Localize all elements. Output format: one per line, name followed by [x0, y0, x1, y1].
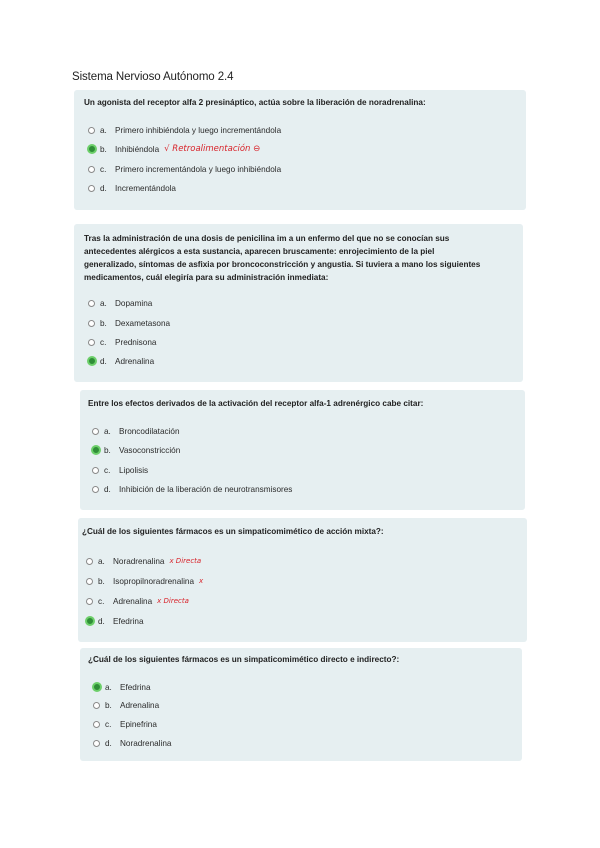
option-label: Broncodilatación: [119, 426, 180, 436]
option-5b[interactable]: b. Adrenalina: [93, 699, 159, 711]
option-label: Adrenalina: [113, 596, 153, 606]
page-title: Sistema Nervioso Autónomo 2.4: [72, 71, 234, 83]
option-4d[interactable]: d. Efedrina: [86, 615, 144, 627]
radio-button[interactable]: [88, 185, 95, 192]
option-2a[interactable]: a. Dopamina: [88, 297, 152, 309]
option-label: Adrenalina: [120, 700, 160, 710]
option-label: Incrementándola: [115, 183, 176, 193]
option-label: Dopamina: [115, 298, 153, 308]
radio-button[interactable]: [86, 578, 93, 585]
option-3d[interactable]: d. Inhibición de la liberación de neurotransmisores: [92, 483, 292, 495]
option-label: Adrenalina: [115, 356, 155, 366]
option-label: Inhibición de la liberación de neurotransmisores: [119, 484, 293, 494]
radio-button[interactable]: [88, 127, 95, 134]
option-label: Efedrina: [113, 616, 144, 626]
radio-button[interactable]: [88, 320, 95, 327]
option-5d[interactable]: d. Noradrenalina: [93, 737, 171, 749]
radio-button[interactable]: [92, 428, 99, 435]
option-label: Primero inhibiéndola y luego incrementándola: [115, 125, 282, 135]
radio-button[interactable]: [88, 300, 95, 307]
option-label: Prednisona: [115, 337, 157, 347]
option-1b[interactable]: b. Inhibiéndola √ Retroalimentación ⊖: [88, 143, 260, 155]
option-2d[interactable]: d. Adrenalina: [88, 355, 154, 367]
option-label: Noradrenalina: [120, 738, 172, 748]
option-label: Primero incrementándola y luego inhibiéndola: [115, 164, 282, 174]
option-1c[interactable]: c. Primero incrementándola y luego inhibiéndola: [88, 163, 281, 175]
option-3b[interactable]: b. Vasoconstricción: [92, 444, 180, 456]
radio-button[interactable]: [86, 598, 93, 605]
option-4b[interactable]: b. Isopropilnoradrenalina x: [86, 575, 203, 587]
handwritten-note: √ Retroalimentación ⊖: [164, 144, 261, 154]
radio-button[interactable]: [88, 339, 95, 346]
radio-button-selected[interactable]: [92, 682, 102, 692]
radio-button-selected[interactable]: [87, 356, 97, 366]
radio-button-selected[interactable]: [91, 445, 101, 455]
option-label: Efedrina: [120, 682, 151, 692]
radio-button[interactable]: [88, 166, 95, 173]
question-text-3: Entre los efectos derivados de la activación del receptor alfa-1 adrenérgico cabe citar:: [88, 399, 424, 408]
question-text-1: Un agonista del receptor alfa 2 presináptico, actúa sobre la liberación de noradrenalina:: [84, 98, 426, 107]
option-1a[interactable]: a. Primero inhibiéndola y luego incrementándola: [88, 124, 281, 136]
radio-button[interactable]: [92, 467, 99, 474]
question-text-2: Tras la administración de una dosis de penicilina im a un enfermo del que no se conocían sus antecedentes alérgicos a esta sustancia, aparecen bruscamente: enrojecimiento de la piel generalizado, síntomas de asfixia por broncoconstricción y angustia. Si tuviera a mano los siguientes medicamentos, cuál elegiría para su administración inmediata:: [84, 234, 481, 282]
radio-button[interactable]: [93, 721, 100, 728]
handwritten-note: x Directa: [157, 597, 189, 605]
radio-button-selected[interactable]: [85, 616, 95, 626]
option-5a[interactable]: a. Efedrina: [93, 681, 151, 693]
option-label: Inhibiéndola: [115, 144, 160, 154]
option-label: Noradrenalina: [113, 556, 165, 566]
question-text-4: ¿Cuál de los siguientes fármacos es un simpaticomimético de acción mixta?:: [82, 527, 384, 536]
option-4c[interactable]: c. Adrenalina x Directa: [86, 595, 189, 607]
option-3a[interactable]: a. Broncodilatación: [92, 425, 180, 437]
option-label: Lipolisis: [119, 465, 149, 475]
handwritten-note: x: [199, 577, 204, 585]
radio-button[interactable]: [86, 558, 93, 565]
option-2b[interactable]: b. Dexametasona: [88, 317, 170, 329]
question-text-5: ¿Cuál de los siguientes fármacos es un simpaticomimético directo e indirecto?:: [88, 655, 400, 664]
option-5c[interactable]: c. Epinefrina: [93, 718, 157, 730]
option-label: Dexametasona: [115, 318, 171, 328]
radio-button[interactable]: [93, 702, 100, 709]
option-2c[interactable]: c. Prednisona: [88, 336, 156, 348]
option-1d[interactable]: d. Incrementándola: [88, 182, 176, 194]
handwritten-note: x Directa: [169, 557, 202, 565]
option-label: Vasoconstricción: [119, 445, 181, 455]
radio-button-selected[interactable]: [87, 144, 97, 154]
option-4a[interactable]: a. Noradrenalina x Directa: [86, 555, 201, 567]
option-label: Isopropilnoradrenalina: [113, 576, 195, 586]
option-label: Epinefrina: [120, 719, 157, 729]
radio-button[interactable]: [93, 740, 100, 747]
radio-button[interactable]: [92, 486, 99, 493]
option-3c[interactable]: c. Lipolisis: [92, 464, 148, 476]
